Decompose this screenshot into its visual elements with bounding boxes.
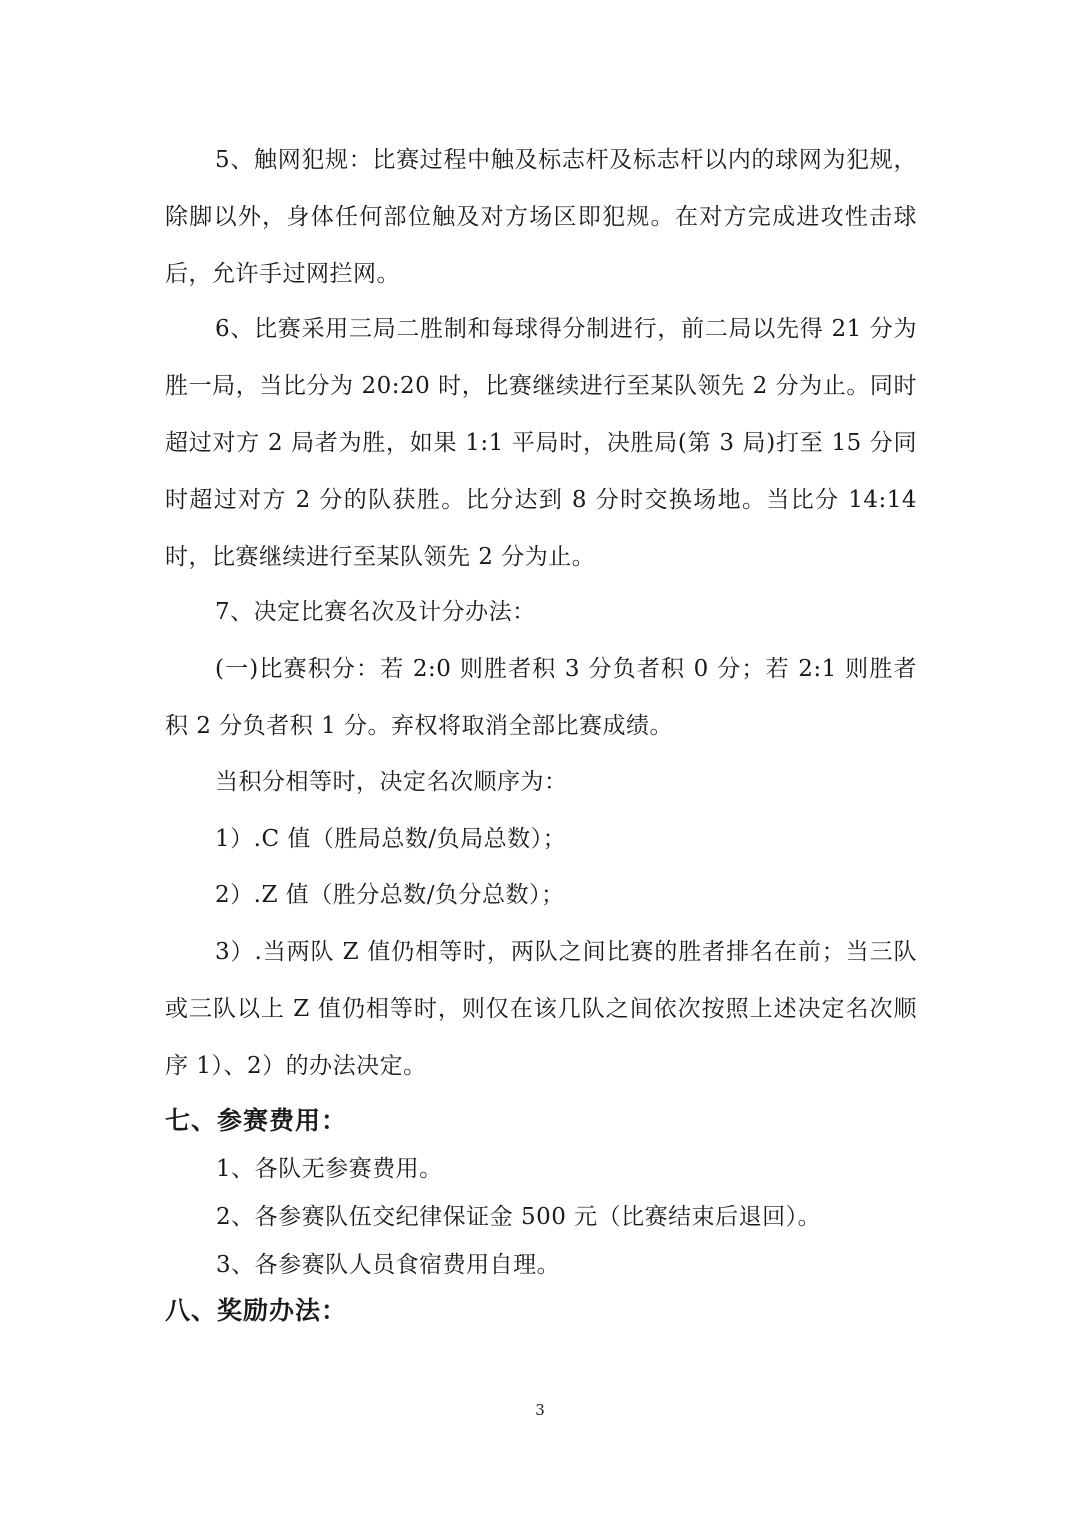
- tie-break-rule-3: 3）.当两队 Z 值仍相等时，两队之间比赛的胜者排名在前；当三队或三队以上 Z 值仍相等时，则仅在该几队之间依次按照上述决定名次顺序 1）、2）的办法决定。: [165, 939, 917, 1079]
- rule-6-paragraph: 6、比赛采用三局二胜制和每球得分制进行，前二局以先得 21 分为胜一局，当比分为 20:20 时，比赛继续进行至某队领先 2 分为止。同时超过对方 2 局者为胜，如果 1:1 平局时，决胜局(第 3 局)打至 15 分同时超过对方 2 分的队获胜。比分达到 8 分时交换场地。当比分 14:14 时，比赛继续进行至某队领先 2 分为止。: [165, 316, 917, 570]
- rule-5-paragraph: 5、触网犯规：比赛过程中触及标志杆及标志杆以内的球网为犯规，除脚以外，身体任何部位触及对方场区即犯规。在对方完成进攻性击球后，允许手过网拦网。: [165, 147, 917, 287]
- tie-break-intro: 当积分相等时，决定名次顺序为：: [215, 769, 568, 795]
- rule-7-paragraph: 7、决定比赛名次及计分办法：: [215, 599, 536, 625]
- fee-item-2: 2、各参赛队伍交纪律保证金 500 元（比赛结束后退回）。: [216, 1204, 822, 1230]
- tie-break-rule-2: 2）.Z 值（胜分总数/负分总数）；: [215, 882, 565, 908]
- page-number: 3: [535, 1401, 545, 1419]
- tie-break-rule-1: 1）.C 值（胜局总数/负局总数）；: [215, 826, 567, 852]
- fee-item-3: 3、各参赛队人员食宿费用自理。: [216, 1252, 561, 1278]
- fee-item-1: 1、各队无参赛费用。: [216, 1156, 443, 1182]
- section-7-heading: 七、参赛费用：: [165, 1106, 348, 1135]
- section-8-heading: 八、奖励办法：: [165, 1296, 348, 1325]
- scoring-points-paragraph: (一)比赛积分：若 2:0 则胜者积 3 分负者积 0 分；若 2:1 则胜者积 2 分负者积 1 分。弃权将取消全部比赛成绩。: [165, 656, 917, 739]
